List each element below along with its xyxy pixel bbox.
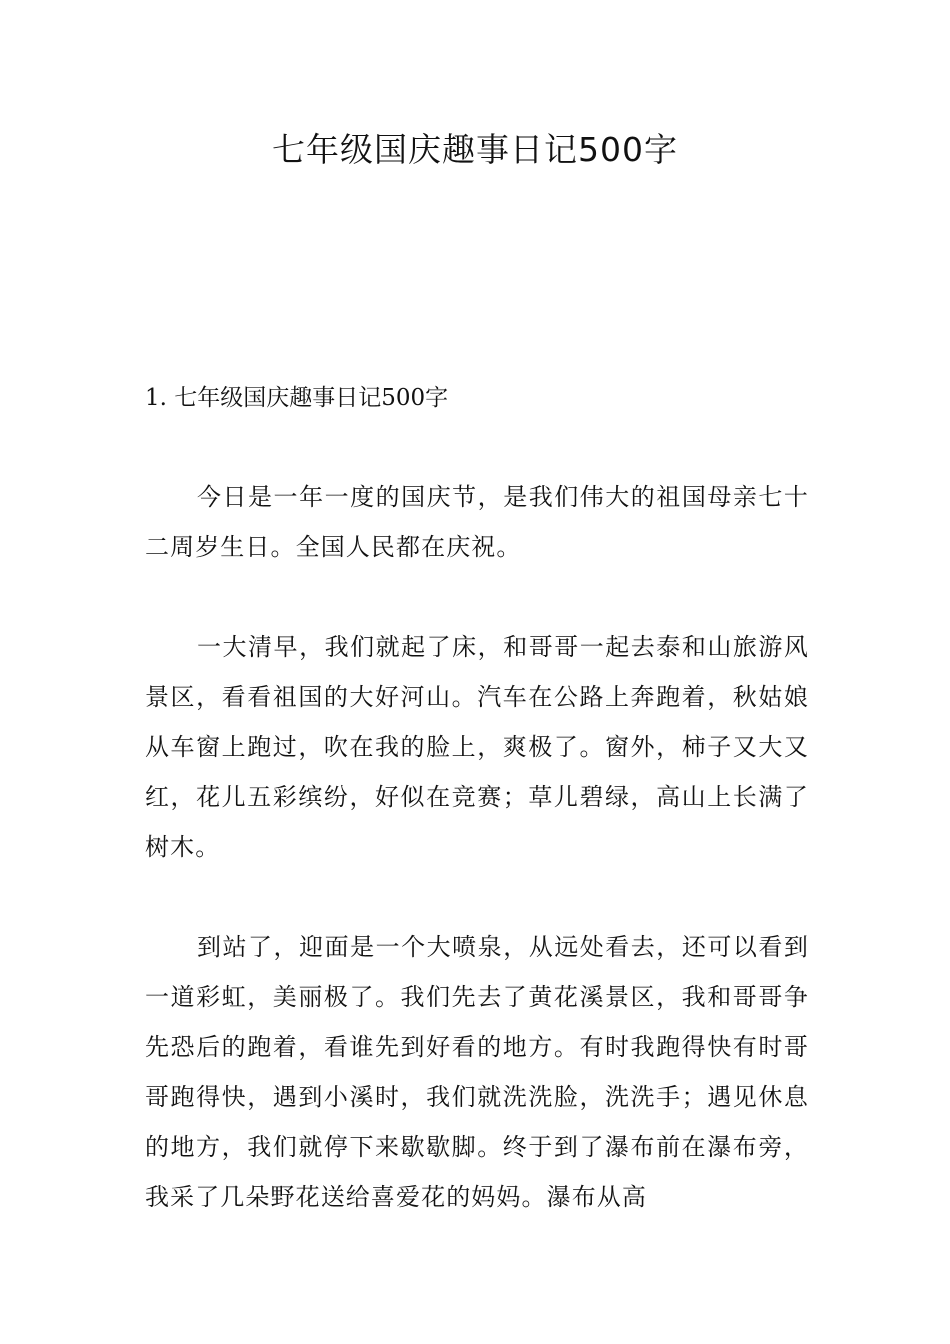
document-title: 七年级国庆趣事日记500字 (272, 130, 678, 169)
section-heading: 1. 七年级国庆趣事日记500字 (145, 385, 449, 411)
paragraph-1: 今日是一年一度的国庆节，是我们伟大的祖国母亲七十二周岁生日。全国人民都在庆祝。 (145, 483, 809, 561)
paragraph-3: 到站了，迎面是一个大喷泉，从远处看去，还可以看到一道彩虹，美丽极了。我们先去了黄花溪景区，我和哥哥争先恐后的跑着，看谁先到好看的地方。有时我跑得快有时哥哥跑得快，遇到小溪时，我们就洗洗脸，洗洗手；遇见休息的地方，我们就停下来歇歇脚。终于到了瀑布前在瀑布旁，我采了几朵野花送给喜爱花的妈妈。瀑布从高 (145, 933, 809, 1211)
paragraph-2: 一大清早，我们就起了床，和哥哥一起去泰和山旅游风景区，看看祖国的大好河山。汽车在公路上奔跑着，秋姑娘从车窗上跑过，吹在我的脸上，爽极了。窗外，柿子又大又红，花儿五彩缤纷，好似在竞赛；草儿碧绿，高山上长满了树木。 (145, 633, 809, 861)
